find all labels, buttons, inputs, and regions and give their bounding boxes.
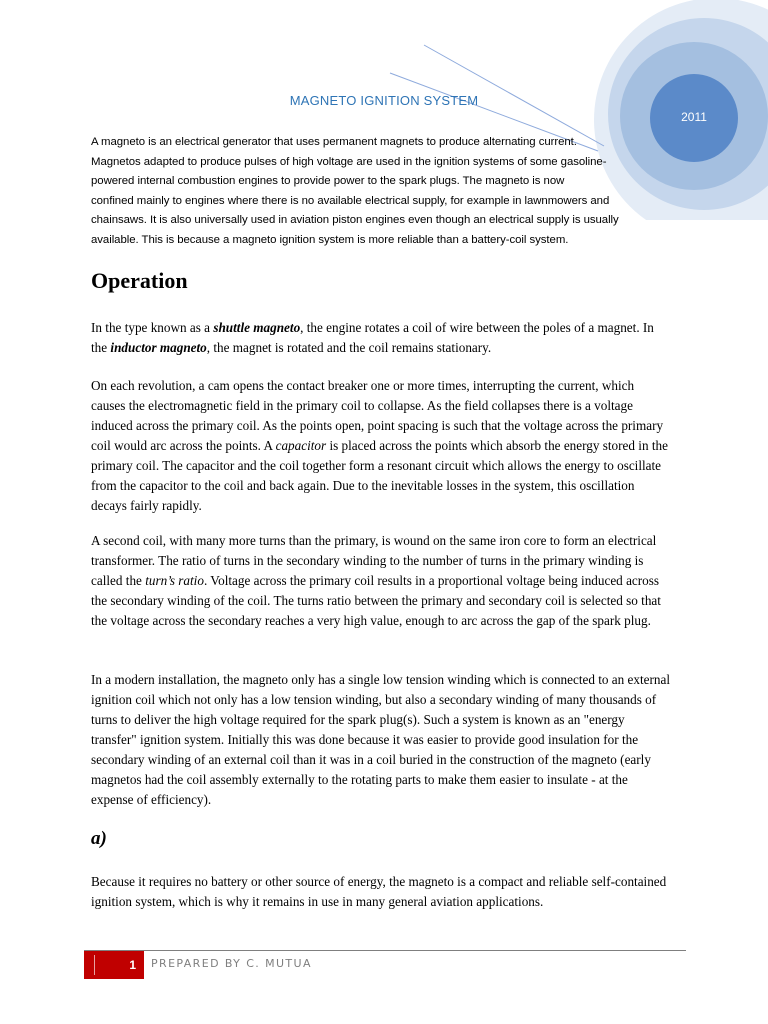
text-run: A second coil, with many more turns than the primary, is wound on the same iron core to form an electrical transformer. The ratio of turns in the secondary winding to the number of turns in the primary winding is called the — [91, 533, 657, 588]
term-capacitor: capacitor — [275, 438, 327, 453]
intro-line: confined mainly to engines where there is no available electrical supply, for example in lawnmowers and — [91, 194, 610, 207]
footer-prepared-by: PREPARED BY C. MUTUA — [151, 957, 312, 970]
term-shuttle-magneto: shuttle magneto — [213, 320, 301, 335]
term-turns-ratio: turn’s ratio — [145, 573, 204, 588]
intro-line: available. This is because a magneto ignition system is more reliable than a battery-coil system. — [91, 233, 569, 246]
intro-line: Magnetos adapted to produce pulses of high voltage are used in the ignition systems of some gasoline- — [91, 155, 607, 168]
operation-paragraph-2 — [91, 376, 671, 516]
subsection-a-heading: a) — [91, 828, 107, 849]
document-title: MAGNETO IGNITION SYSTEM — [289, 93, 479, 108]
footer-divider — [84, 950, 686, 951]
term-inductor-magneto: inductor magneto — [110, 340, 207, 355]
operation-paragraph-1 — [91, 318, 671, 358]
text-run: , the engine rotates a coil of wire between the poles of a magnet. In the — [91, 320, 654, 355]
text-run: . Voltage across the primary coil results in a proportional voltage being induced across the secondary winding of the coil. The turns ratio between the primary and secondary coil is selected so that the voltage across the secondary reaches a very high value, enough to arc across the gap of the spark plug. — [91, 573, 661, 628]
intro-line: chainsaws. It is also universally used in aviation piston engines even though an electrical supply is usually — [91, 214, 619, 227]
text-run: , the magnet is rotated and the coil remains stationary. — [206, 340, 492, 355]
text-run: In the type known as a — [91, 320, 214, 335]
operation-paragraph-3 — [91, 531, 671, 631]
intro-line: powered internal combustion engines to provide power to the spark plugs. The magneto is now — [91, 175, 565, 188]
page-number: 1 — [129, 958, 136, 972]
year-badge: 2011 — [681, 110, 707, 124]
operation-heading: Operation — [91, 268, 188, 293]
intro-line: A magneto is an electrical generator that uses permanent magnets to produce alternating current. — [91, 136, 577, 148]
operation-paragraph-4: In a modern installation, the magneto only has a single low tension winding which is connected to an external ignition coil which not only has a low tension winding, but also a secondary winding of many thousands of turns to deliver the high voltage required for the spark plug(s). Such a system is known as an "energy transfer" ignition system. Initially this was done because it was easier to provide good insulation for the secondary winding of an external coil than it was in a coil buried in the construction of the magneto (early magnetos had the coil assembly externally to the rotating parts to make them easier to insulate - at the expense of efficiency). — [91, 672, 671, 807]
intro-paragraph — [91, 133, 691, 251]
text-run: is placed across the points which absorb the energy stored in the primary coil. The capacitor and the coil together form a resonant circuit which allows the energy to oscillate from the capacitor to the coil and back again. Due to the inevitable losses in the system, this oscillation decays fairly rapidly. — [91, 438, 668, 513]
subsection-a-paragraph: Because it requires no battery or other source of energy, the magneto is a compact and reliable self-contained ignition system, which is why it remains in use in many general aviation applications. — [91, 874, 667, 909]
text-run: On each revolution, a cam opens the contact breaker one or more times, interrupting the current, which causes the electromagnetic field in the primary coil to collapse. As the field collapses there is a voltage induced across the primary coil. As the points open, point spacing is such that the voltage across the primary coil would arc across the points. A — [91, 378, 664, 453]
